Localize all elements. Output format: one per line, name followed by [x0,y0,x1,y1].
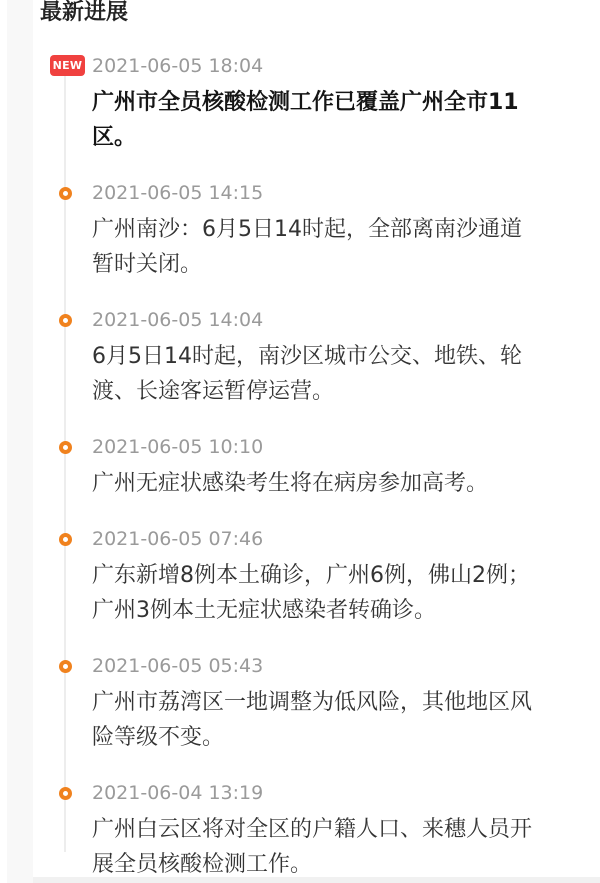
entry-timestamp: 2021-06-04 13:19 [92,782,264,804]
timeline-dot-icon [59,314,72,327]
entry-timestamp: 2021-06-05 14:04 [92,309,264,331]
entry-text: 6月5日14时起，南沙区城市公交、地铁、轮渡、长途客运暂停运营。 [92,344,522,404]
timeline-entry [40,54,544,155]
entry-text: 广州白云区将对全区的户籍人口、来穗人员开展全员核酸检测工作。 [92,817,533,877]
entry-text: 广州市全员核酸检测工作已覆盖广州全市11区。 [92,90,519,150]
new-badge: NEW [50,55,85,76]
entry-timestamp: 2021-06-05 14:15 [92,182,264,204]
entry-text: 广州南沙：6月5日14时起，全部离南沙通道暂时关闭。 [92,217,522,277]
timeline-dot-icon [59,660,72,673]
timeline-entry [40,435,544,501]
entry-timestamp: 2021-06-05 07:46 [92,528,264,550]
section-title: 最新进展 [40,0,129,25]
timeline-dot-icon [59,787,72,800]
timeline-entry [40,654,544,755]
timeline-entry [40,781,544,882]
timeline-dot-icon [59,533,72,546]
timeline-entry [40,181,544,282]
entry-text: 广州无症状感染考生将在病房参加高考。 [92,471,489,496]
entry-timestamp: 2021-06-05 18:04 [92,55,264,77]
timeline-entry [40,308,544,409]
timeline [40,54,544,882]
timeline-entry [40,527,544,628]
entry-timestamp: 2021-06-05 10:10 [92,436,264,458]
timeline-dot-icon [59,441,72,454]
entry-text: 广州市荔湾区一地调整为低风险，其他地区风险等级不变。 [92,690,533,750]
entry-text: 广东新增8例本土确诊，广州6例，佛山2例；广州3例本土无症状感染者转确诊。 [92,563,530,623]
timeline-dot-icon [59,187,72,200]
entry-timestamp: 2021-06-05 05:43 [92,655,264,677]
